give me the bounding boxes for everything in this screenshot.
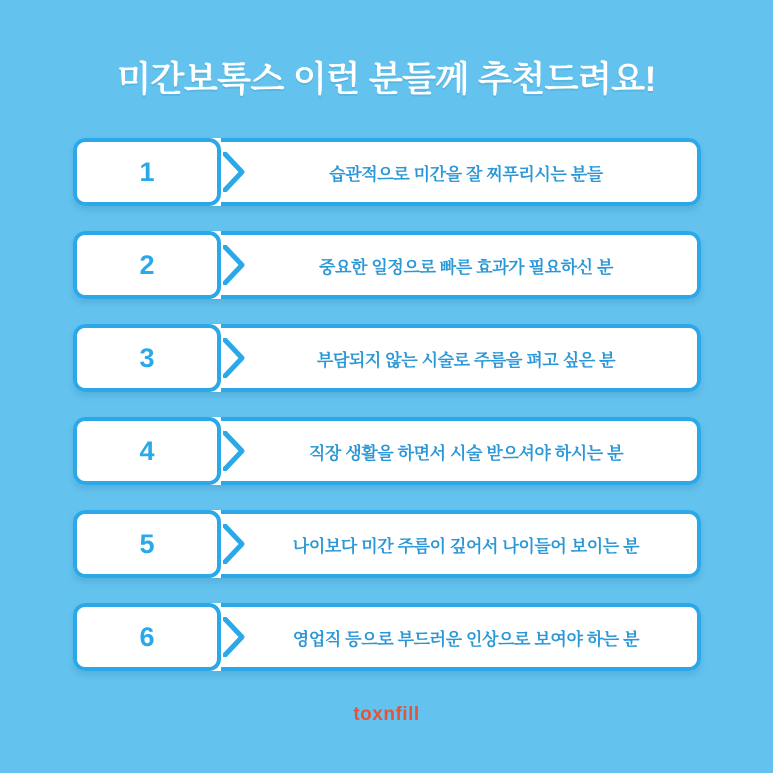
chevron-right-icon [223, 152, 245, 192]
list-item-text: 나이보다 미간 주름이 깊어서 나이들어 보이는 분 [292, 536, 640, 556]
list-item-text-cell [221, 417, 701, 485]
list-item [73, 510, 701, 578]
chevron-right-icon [223, 245, 245, 285]
list-item-text-cell [221, 603, 701, 671]
list-item-text: 중요한 일정으로 빠른 효과가 필요하신 분 [319, 257, 613, 277]
list-item-text-cell [221, 510, 701, 578]
list-item-text: 습관적으로 미간을 잘 찌푸리시는 분들 [329, 164, 603, 184]
list-item-number: 5 [139, 528, 155, 559]
chevron-right-icon [223, 617, 245, 657]
list-item-number: 2 [139, 249, 155, 280]
list-item-number-cell [73, 138, 221, 206]
list-item-number: 4 [139, 435, 155, 466]
brand-logo: toxnfill [353, 704, 420, 725]
list-item-text: 직장 생활을 하면서 시술 받으셔야 하시는 분 [308, 443, 624, 463]
list-item-text: 영업직 등으로 부드러운 인상으로 보여야 하는 분 [292, 629, 640, 649]
list-item [73, 231, 701, 299]
chevron-right-icon [223, 338, 245, 378]
list-item-number: 6 [139, 621, 155, 652]
list-item-number-cell [73, 324, 221, 392]
list-item-text-cell [221, 324, 701, 392]
list-item [73, 603, 701, 671]
list-item-number-cell [73, 231, 221, 299]
list-item [73, 324, 701, 392]
list-item-text-cell [221, 138, 701, 206]
list-item [73, 417, 701, 485]
list-item-number: 3 [139, 342, 155, 373]
chevron-right-icon [223, 524, 245, 564]
list-item-text: 부담되지 않는 시술로 주름을 펴고 싶은 분 [316, 350, 616, 370]
chevron-right-icon [223, 431, 245, 471]
list-item-text-cell [221, 231, 701, 299]
list-item-number: 1 [139, 156, 155, 187]
page-title: 미간보톡스 이런 분들께 추천드려요! [117, 60, 656, 99]
list-item-number-cell [73, 603, 221, 671]
recommendation-list [73, 138, 701, 696]
list-item-number-cell [73, 417, 221, 485]
list-item [73, 138, 701, 206]
list-item-number-cell [73, 510, 221, 578]
